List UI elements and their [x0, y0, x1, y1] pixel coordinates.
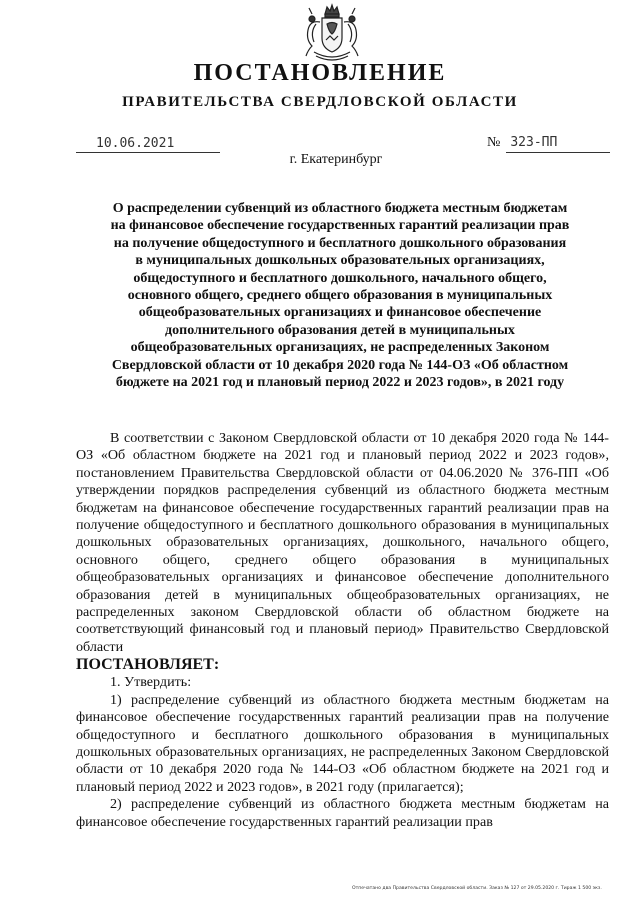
- document-number: 323-ПП: [510, 135, 558, 150]
- heading-line: на финансовое обеспечение государственных гарантий реализации прав: [110, 218, 570, 234]
- document-date: 10.06.2021: [96, 136, 175, 151]
- item-1-1: 1) распределение субвенций из областного бюджета местным бюджетам на финансовое обеспечение государственных гарантий реализации прав на получение общедоступного и бесплатного дошкольного образования в муниципальных дошкольных образовательных организациях, не распределенных Законом Свердловской области от 10 декабря 2020 года № 144-ОЗ «Об областном бюджете на 2021 год и плановый период 2022 и 2023 годов», в 2021 году (прилагается);: [76, 691, 609, 795]
- document-heading: [80, 200, 600, 391]
- print-footer: Отпечатано два Правительства Свердловской области. Заказ № 127 от 29.05.2020 г. Тираж 1 500 экз.: [352, 886, 602, 891]
- heading-line: на получение общедоступного и бесплатного дошкольного образования: [113, 235, 567, 251]
- heading-line: бюджете на 2021 год и плановый период 2022 и 2023 годов», в 2021 году: [115, 375, 565, 391]
- heading-line: Свердловской области от 10 декабря 2020 года № 144-ОЗ «Об областном: [111, 357, 569, 373]
- preamble-paragraph: В соответствии с Законом Свердловской области от 10 декабря 2020 года № 144-ОЗ «Об областном бюджете на 2021 год и плановый период 2022 и 2023 годов», постановлением Правительства Свердловской области от 04.06.2020 № 376-ПП «Об утверждении порядков распределения субвенций из областного бюджета местным бюджетам на финансовое обеспечение государственных гарантий реализации прав на получение общедоступного и бесплатного дошкольного образования в муниципальных дошкольных образовательных организациях, дошкольного, начального общего, основного общего, среднего общего образования в муниципальных общеобразовательных организациях и финансовое обеспечение дополнительного образования детей в муниципальных общеобразовательных организациях, не распределенных законом Свердловской области об областном бюджете на соответствующий финансовый год и плановый период» Правительство Свердловской области: [76, 430, 609, 655]
- heading-line: дополнительного образования детей в муниципальных: [165, 322, 515, 338]
- coat-of-arms-emblem: [296, 2, 368, 64]
- heading-line: общеобразовательных организациях, не распределенных Законом: [130, 340, 550, 356]
- number-label: №: [487, 135, 501, 150]
- item-1-2: 2) распределение субвенций из областного бюджета местным бюджетам на финансовое обеспечение государственных гарантий реализации прав: [76, 796, 609, 830]
- document-number-field: [487, 135, 557, 151]
- decree-word: ПОСТАНОВЛЯЕТ:: [76, 656, 220, 674]
- document-title: ПОСТАНОВЛЕНИЕ: [193, 60, 447, 86]
- item-1: 1. Утвердить:: [110, 674, 192, 691]
- heading-line: в муниципальных дошкольных образовательных организациях,: [135, 253, 545, 269]
- issuing-authority: ПРАВИТЕЛЬСТВА СВЕРДЛОВСКОЙ ОБЛАСТИ: [122, 94, 518, 110]
- document-body: [76, 430, 609, 831]
- heading-line: основного общего, среднего общего образования в муниципальных: [127, 288, 553, 304]
- heading-line: О распределении субвенций из областного бюджета местным бюджетам: [112, 201, 568, 216]
- city: г. Екатеринбург: [289, 152, 383, 167]
- heading-line: общедоступного и бесплатного дошкольного, начального общего,: [133, 270, 547, 286]
- heading-line: общеобразовательных организациях и финансовое обеспечение: [138, 305, 542, 321]
